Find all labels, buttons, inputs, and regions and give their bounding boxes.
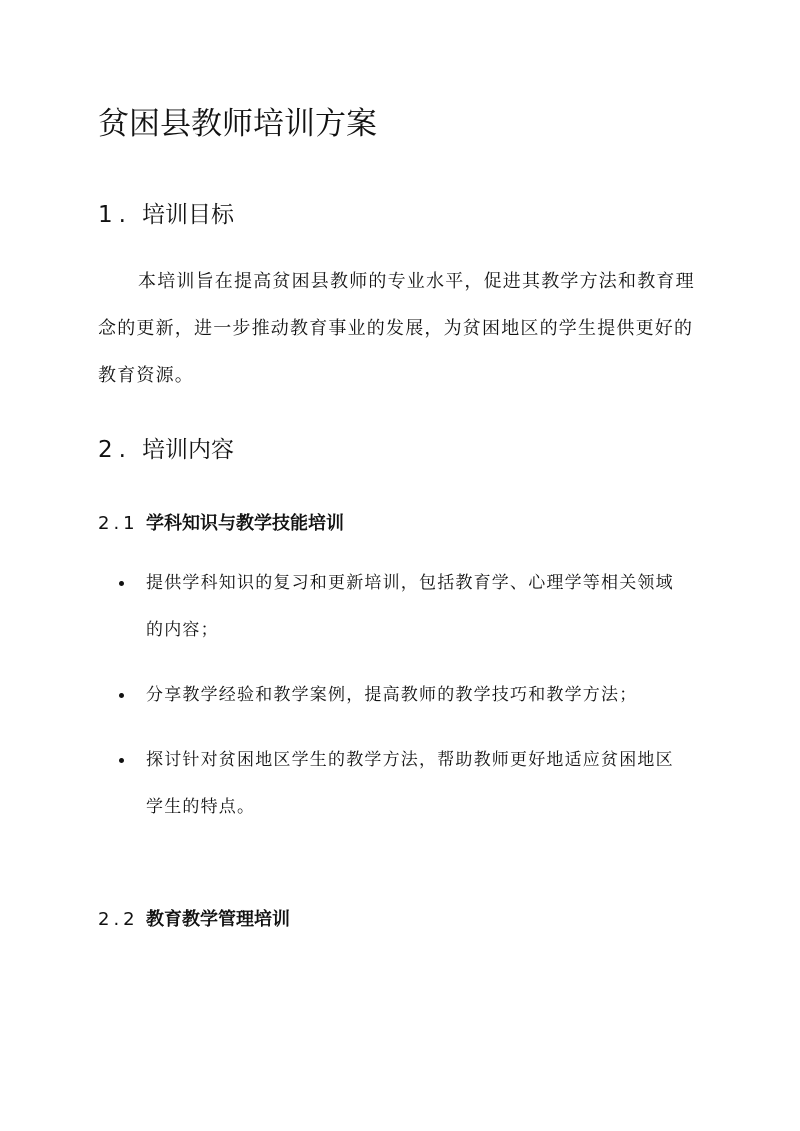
section-1-number: 1.: [98, 202, 132, 228]
subsection-2-2-heading: [98, 905, 290, 931]
document-title: 贫困县教师培训方案: [98, 106, 377, 142]
section-1-heading: [98, 196, 234, 229]
section-2-heading: [98, 431, 234, 464]
subsection-2-1-title: 学科知识与教学技能培训: [146, 513, 344, 534]
section-1-title: 培训目标: [142, 202, 234, 228]
bullet-icon: [119, 581, 124, 586]
subsection-2-2-title: 教育教学管理培训: [146, 909, 290, 930]
list-item: [98, 560, 691, 654]
section-1-paragraph: 本培训旨在提高贫困县教师的专业水平，促进其教学方法和教育理念的更新，进一步推动教育事业的发展，为贫困地区的学生提供更好的教育资源。: [98, 271, 695, 386]
subsection-2-2-number: 2.2: [98, 909, 139, 930]
bullet-icon: [119, 693, 124, 698]
section-2-number: 2.: [98, 437, 132, 463]
subsection-2-1-bullet-list: [98, 560, 702, 831]
subsection-2-1-number: 2.1: [98, 513, 139, 534]
list-item: [98, 672, 691, 719]
list-item-text: 提供学科知识的复习和更新培训，包括教育学、心理学等相关领域的内容；: [146, 573, 674, 640]
subsection-2-1-heading: [98, 509, 344, 535]
list-item: [98, 737, 691, 831]
section-2-title: 培训内容: [142, 437, 234, 463]
list-item-text: 探讨针对贫困地区学生的教学方法，帮助教师更好地适应贫困地区学生的特点。: [146, 750, 674, 817]
bullet-icon: [119, 758, 124, 763]
list-item-text: 分享教学经验和教学案例，提高教师的教学技巧和教学方法；: [146, 685, 638, 705]
